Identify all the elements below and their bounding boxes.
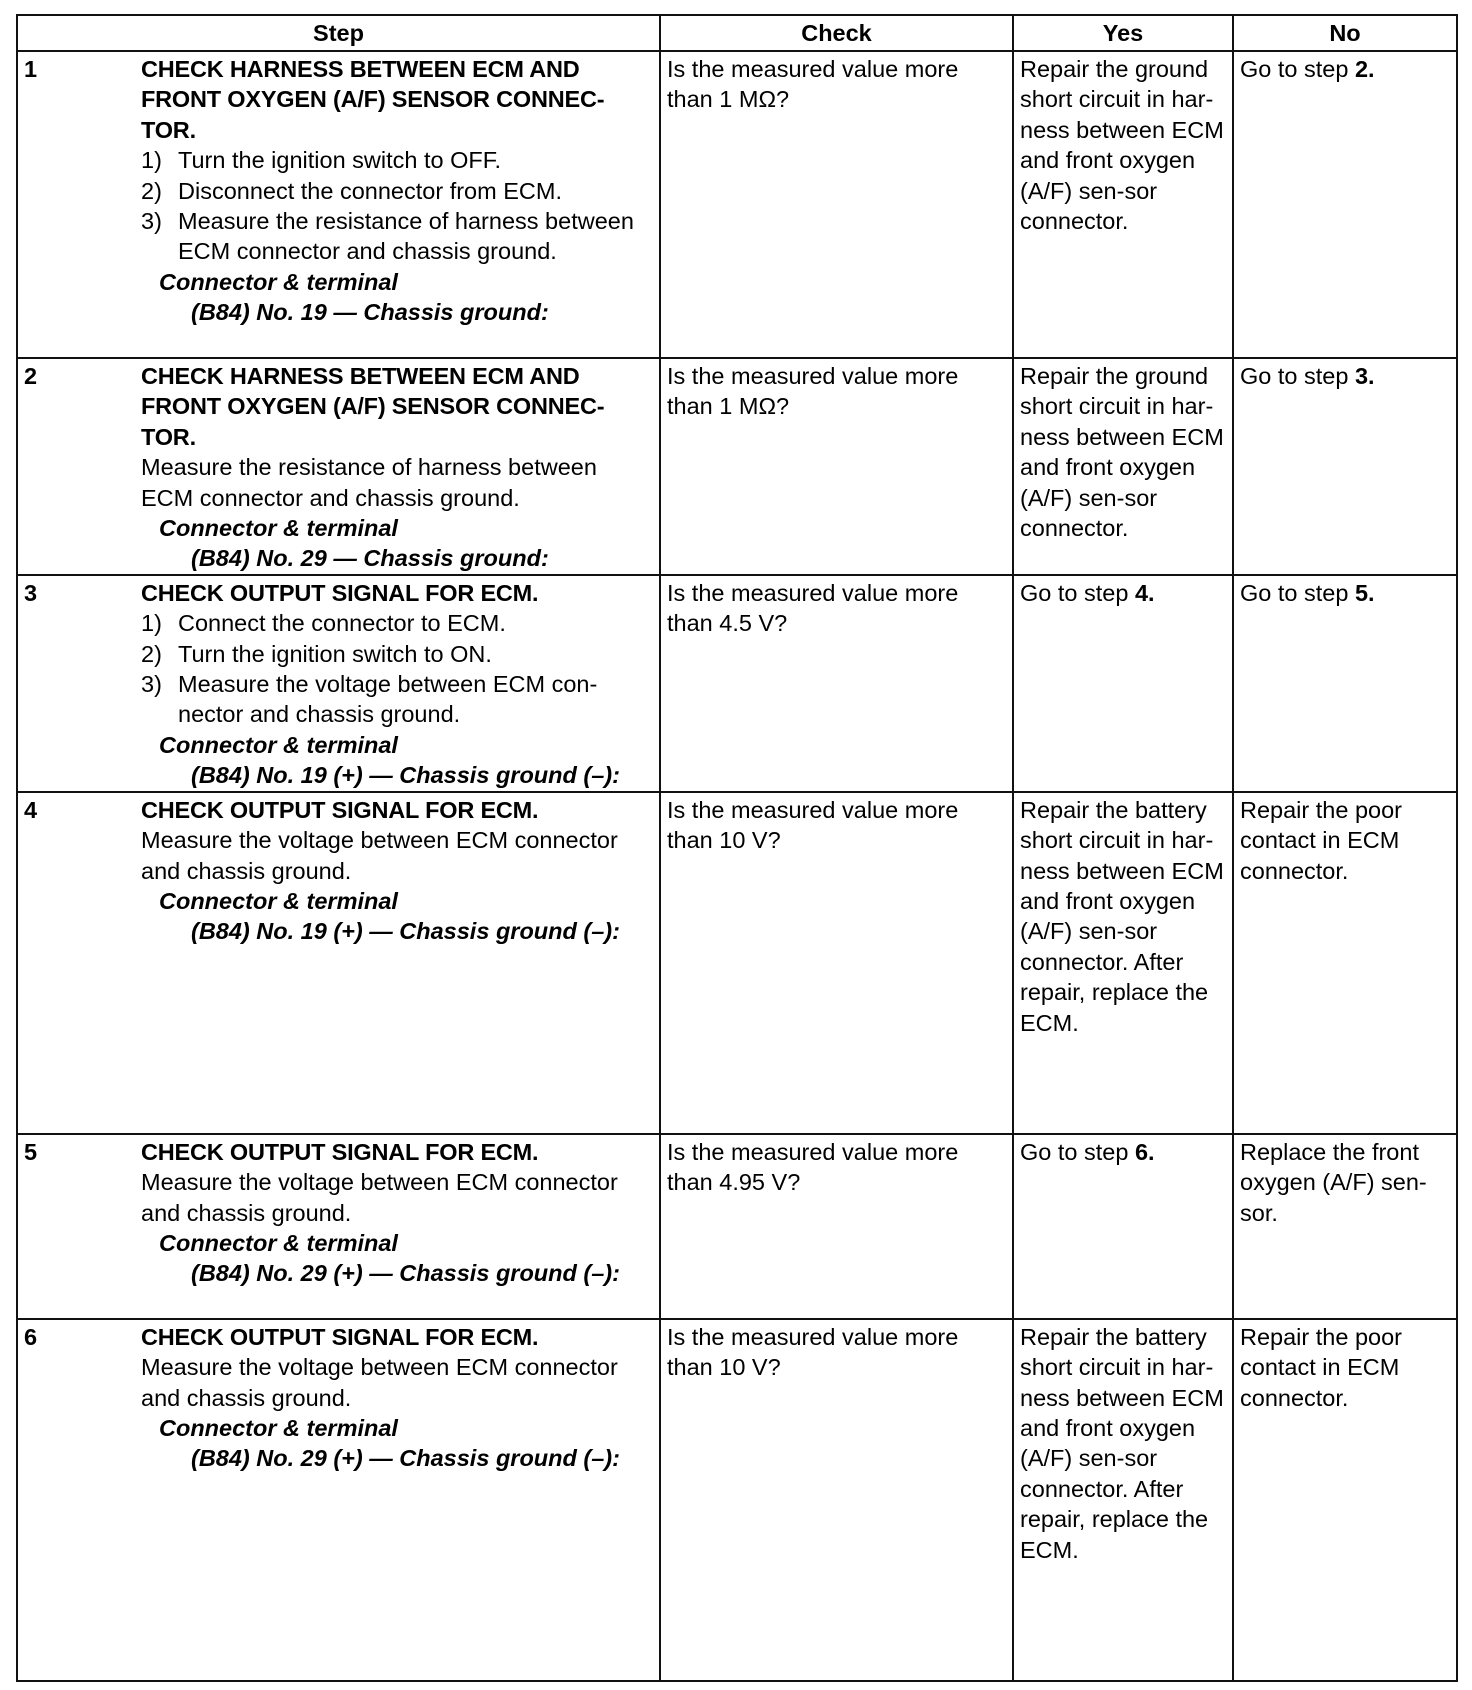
step-reference: 2. <box>1354 56 1375 82</box>
check-cell: Is the measured value more than 10 V? <box>660 1319 1013 1681</box>
connector-terminal: (B84) No. 29 (+) — Chassis ground (–): <box>191 1260 620 1287</box>
connector-label: Connector & terminal <box>159 268 398 295</box>
table-row <box>17 358 1457 575</box>
step-title: CHECK OUTPUT SIGNAL FOR ECM. <box>141 796 539 823</box>
no-cell: Repair the poor contact in ECM connector. <box>1233 792 1457 1134</box>
step-reference: 3. <box>1354 363 1375 389</box>
header-no: No <box>1233 15 1457 51</box>
no-cell: Go to step 5. <box>1233 575 1457 792</box>
step-instruction: Measure the voltage between ECM connector and chassis ground. <box>141 827 618 884</box>
connector-terminal: (B84) No. 19 — Chassis ground: <box>191 299 549 326</box>
step-content <box>135 51 660 358</box>
substep-list <box>141 145 653 267</box>
substep: 2) Disconnect the connector from ECM. <box>141 177 562 204</box>
connector-label: Connector & terminal <box>159 515 398 542</box>
diagnostic-table <box>16 14 1458 1682</box>
yes-cell: Repair the ground short circuit in har-ness between ECM and front oxygen (A/F) sen-sor connector. <box>1013 358 1233 575</box>
substep: 2) Turn the ignition switch to ON. <box>141 640 492 667</box>
step-title: CHECK OUTPUT SIGNAL FOR ECM. <box>141 1323 539 1350</box>
no-cell: Repair the poor contact in ECM connector. <box>1233 1319 1457 1681</box>
connector-terminal: (B84) No. 19 (+) — Chassis ground (–): <box>191 762 620 789</box>
substep: 3) Measure the resistance of harness between ECM connector and chassis ground. <box>141 208 634 265</box>
yes-cell: Repair the battery short circuit in har-ness between ECM and front oxygen (A/F) sen-sor connector. After repair, replace the ECM. <box>1013 1319 1233 1681</box>
step-content <box>135 1319 660 1681</box>
table-row <box>17 1319 1457 1681</box>
yes-cell: Repair the ground short circuit in har-ness between ECM and front oxygen (A/F) sen-sor connector. <box>1013 51 1233 358</box>
connector-label: Connector & terminal <box>159 1229 398 1256</box>
header-yes: Yes <box>1013 15 1233 51</box>
substep: 3) Measure the voltage between ECM con-nector and chassis ground. <box>141 671 598 728</box>
step-content <box>135 358 660 575</box>
step-number: 2 <box>17 358 135 575</box>
step-instruction: Measure the voltage between ECM connector and chassis ground. <box>141 1354 618 1411</box>
step-instruction: Measure the resistance of harness between ECM connector and chassis ground. <box>141 454 597 511</box>
no-cell: Go to step 3. <box>1233 358 1457 575</box>
connector-terminal: (B84) No. 19 (+) — Chassis ground (–): <box>191 918 620 945</box>
step-content <box>135 1134 660 1319</box>
no-cell: Go to step 2. <box>1233 51 1457 358</box>
table-row <box>17 792 1457 1134</box>
table-row <box>17 1134 1457 1319</box>
connector-label: Connector & terminal <box>159 731 398 758</box>
check-cell: Is the measured value more than 1 MΩ? <box>660 51 1013 358</box>
table-row <box>17 51 1457 358</box>
step-title: CHECK OUTPUT SIGNAL FOR ECM. <box>141 579 539 606</box>
table-row <box>17 575 1457 792</box>
step-content <box>135 575 660 792</box>
step-content <box>135 792 660 1134</box>
substep-list <box>141 608 653 730</box>
connector-label: Connector & terminal <box>159 887 398 914</box>
header-check: Check <box>660 15 1013 51</box>
connector-label: Connector & terminal <box>159 1414 398 1441</box>
step-reference: 4. <box>1134 579 1155 606</box>
step-title: CHECK HARNESS BETWEEN ECM AND FRONT OXYGEN (A/F) SENSOR CONNEC-TOR. <box>141 56 605 143</box>
check-cell: Is the measured value more than 10 V? <box>660 792 1013 1134</box>
step-number: 3 <box>17 575 135 792</box>
step-number: 5 <box>17 1134 135 1319</box>
substep: 1) Turn the ignition switch to OFF. <box>141 147 502 174</box>
step-reference: 6. <box>1134 1138 1155 1165</box>
check-cell: Is the measured value more than 4.5 V? <box>660 575 1013 792</box>
yes-cell: Go to step 6. <box>1013 1134 1233 1319</box>
step-instruction: Measure the voltage between ECM connector and chassis ground. <box>141 1169 618 1226</box>
substep: 1) Connect the connector to ECM. <box>141 610 506 637</box>
connector-terminal: (B84) No. 29 — Chassis ground: <box>191 545 549 572</box>
no-cell: Replace the front oxygen (A/F) sen-sor. <box>1233 1134 1457 1319</box>
check-cell: Is the measured value more than 4.95 V? <box>660 1134 1013 1319</box>
step-number: 4 <box>17 792 135 1134</box>
step-title: CHECK HARNESS BETWEEN ECM AND FRONT OXYGEN (A/F) SENSOR CONNEC-TOR. <box>141 363 605 450</box>
header-row <box>17 15 1457 51</box>
step-title: CHECK OUTPUT SIGNAL FOR ECM. <box>141 1138 539 1165</box>
step-number: 1 <box>17 51 135 358</box>
step-number: 6 <box>17 1319 135 1681</box>
connector-terminal: (B84) No. 29 (+) — Chassis ground (–): <box>191 1445 620 1472</box>
yes-cell: Repair the battery short circuit in har-ness between ECM and front oxygen (A/F) sen-sor connector. After repair, replace the ECM. <box>1013 792 1233 1134</box>
check-cell: Is the measured value more than 1 MΩ? <box>660 358 1013 575</box>
header-step: Step <box>17 15 660 51</box>
step-reference: 5. <box>1354 579 1375 606</box>
yes-cell: Go to step 4. <box>1013 575 1233 792</box>
